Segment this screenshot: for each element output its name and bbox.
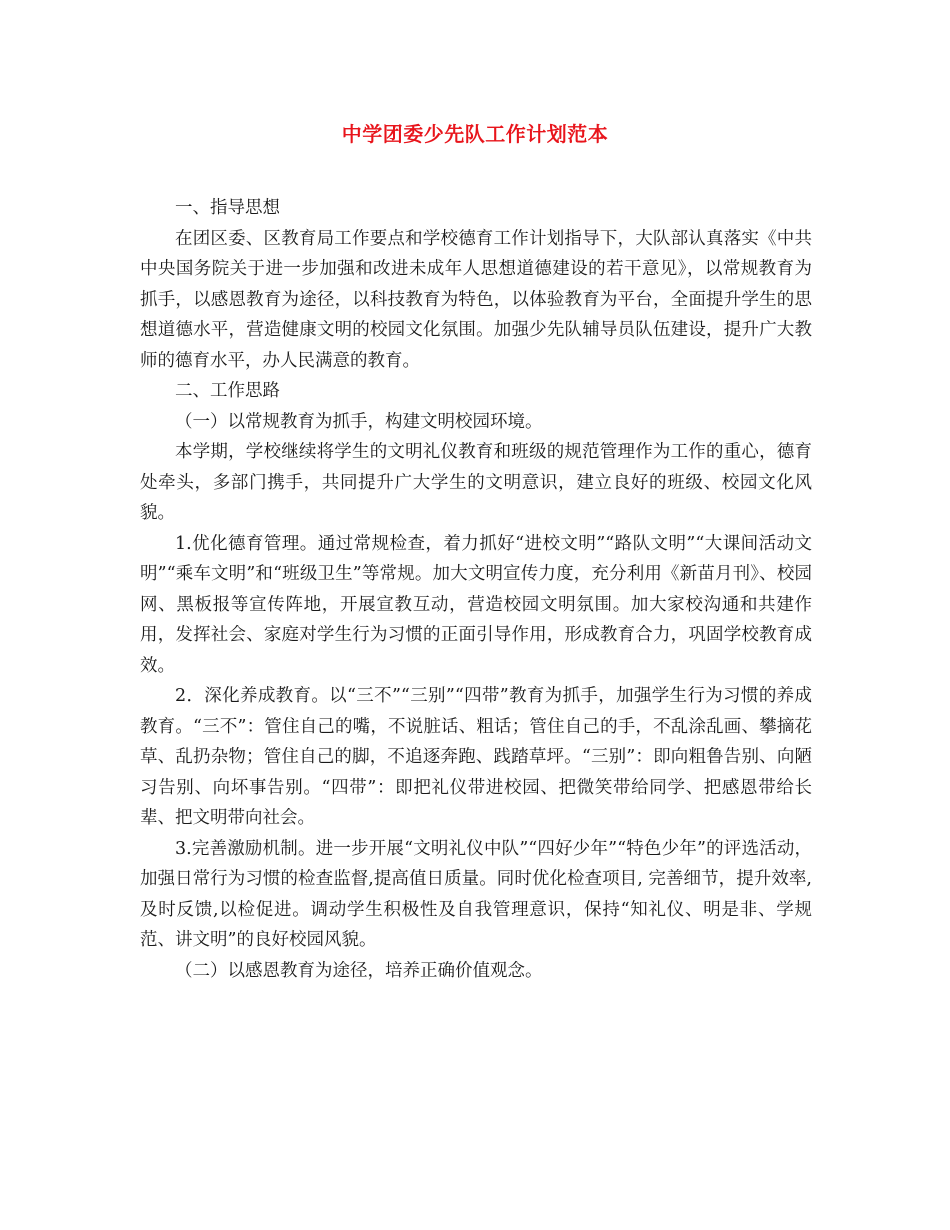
paragraph-item-2: 2．深化养成教育。以“三不”“三别”“四带”教育为抓手，加强学生行为习惯的养成教育。“三不”：管住自己的嘴，不说脏话、粗话；管住自己的手，不乱涂乱画、攀摘花草、乱扔杂物；管住自己的脚，不追逐奔跑、践踏草坪。“三别”：即向粗鲁告别、向陋习告别、向坏事告别。“四带”：即把礼仪带进校园、把微笑带给同学、把感恩带给长辈、把文明带向社会。 bbox=[140, 686, 812, 828]
document-body bbox=[140, 193, 812, 986]
document-title: 中学团委少先队工作计划范本 bbox=[341, 122, 609, 146]
paragraph-item-3: 3.完善激励机制。进一步开展“文明礼仪中队”“四好少年”“特色少年”的评选活动，加强日常行为习惯的检查监督,提高值日质量。同时优化检查项目, 完善细节，提升效率,及时反馈,以检促进。调动学生积极性及自我管理意识，保持“知礼仪、明是非、学规范、讲文明”的良好校园风貌。 bbox=[140, 838, 812, 950]
paragraph-item-1: 1.优化德育管理。通过常规检查，着力抓好“进校文明”“路队文明”“大课间活动文明”“乘车文明”和“班级卫生”等常规。加大文明宣传力度，充分利用《新苗月刊》、校园网、黑板报等宣传阵地，开展宣教互动，营造校园文明氛围。加大家校沟通和共建作用，发挥社会、家庭对学生行为习惯的正面引导作用，形成教育合力，巩固学校教育成效。 bbox=[140, 533, 812, 676]
paragraph-this-semester: 本学期，学校继续将学生的文明礼仪教育和班级的规范管理作为工作的重心，德育处牵头，多部门携手，共同提升广大学生的文明意识，建立良好的班级、校园文化风貌。 bbox=[140, 442, 812, 523]
subsection-heading-routine-education: （一）以常规教育为抓手，构建文明校园环境。 bbox=[175, 411, 543, 432]
subsection-heading-gratitude-education: （二）以感恩教育为途径，培养正确价值观念。 bbox=[175, 960, 543, 981]
paragraph-guiding-ideology: 在团区委、区教育局工作要点和学校德育工作计划指导下，大队部认真落实《中共中央国务院关于进一步加强和改进未成年人思想道德建设的若干意见》，以常规教育为抓手，以感恩教育为途径，以科技教育为特色，以体验教育为平台，全面提升学生的思想道德水平，营造健康文明的校园文化氛围。加强少先队辅导员队伍建设，提升广大教师的德育水平，办人民满意的教育。 bbox=[140, 228, 812, 371]
section-heading-guiding-ideology: 一、指导思想 bbox=[175, 198, 280, 218]
section-heading-work-approach: 二、工作思路 bbox=[175, 381, 280, 401]
